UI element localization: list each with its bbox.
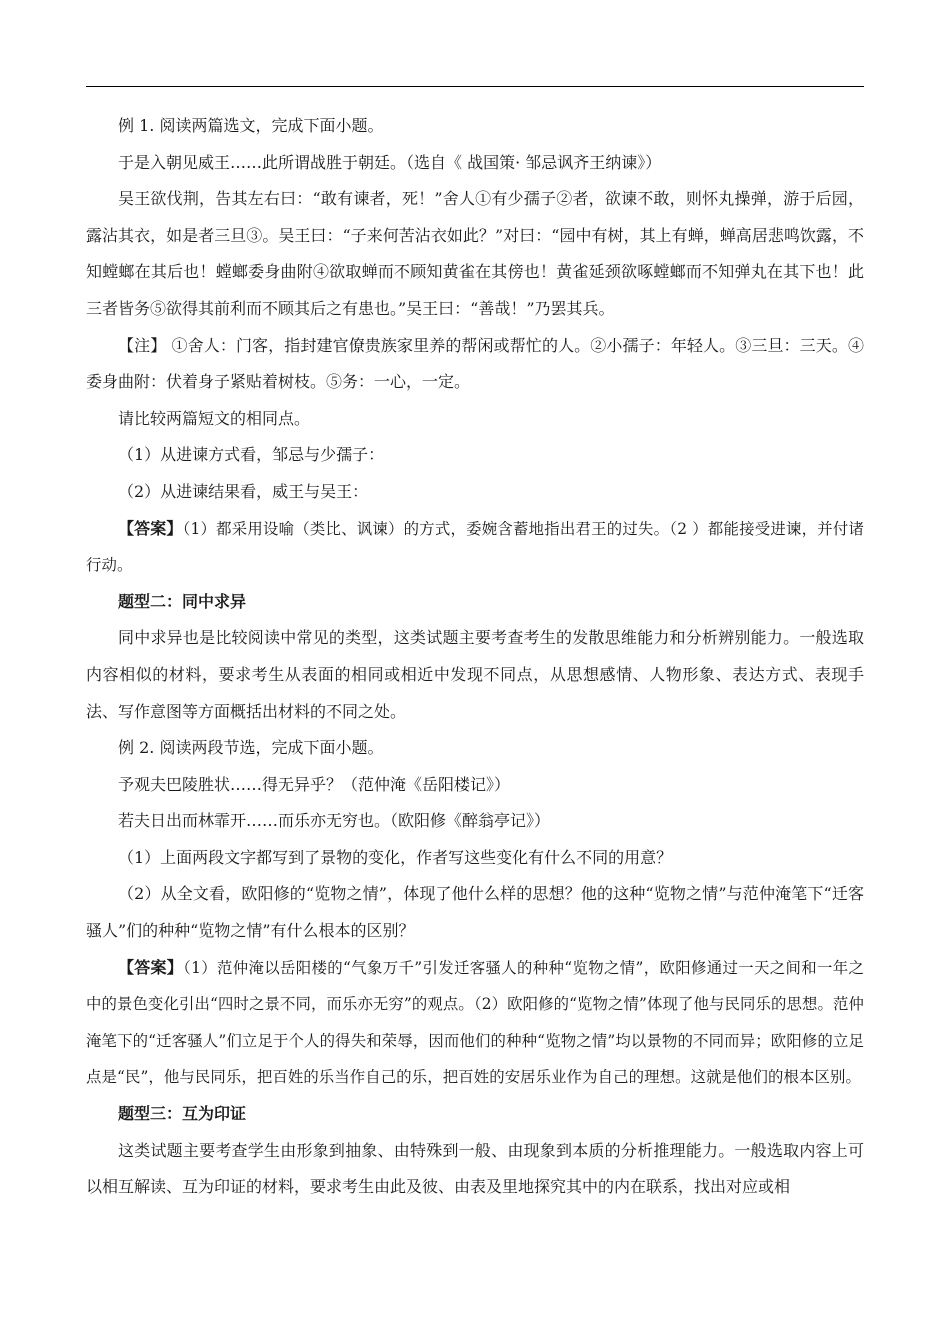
example-2-title: 例 2. 阅读两段节选，完成下面小题。 [118, 738, 384, 758]
example-1-question-1: （1）从进谏方式看，邹忌与少孺子： [118, 445, 385, 465]
example-2-question-1: （1）上面两段文字都写到了景物的变化，作者写这些变化有什么不同的用意？ [118, 847, 673, 867]
example-2-excerpt-a: 予观夫巴陵胜状……得无异乎？（范仲淹《岳阳楼记》） [118, 774, 511, 794]
example-1-excerpt-b: 吴王欲伐荆，告其左右曰：“敢有谏者，死！”舍人①有少孺子②者，欲谏不敢，则怀丸操弹，游于后园，露沾其衣，如是者三旦③。吴王曰：“子来何苦沾衣如此？”对曰：“园中有树，其上有蝉，蝉高居悲鸣饮露，不知螳螂在其后也！螳螂委身曲附④欲取蝉而不顾知黄雀在其傍也！黄雀延颈欲啄螳螂而不知弹丸在其下也！此三者皆务⑤欲得其前利而不顾其后之有患也。”吴王曰：“善哉！”乃罢其兵。 [86, 189, 864, 318]
example-1-title: 例 1. 阅读两篇选文，完成下面小题。 [118, 116, 384, 135]
example-2-question-2: （2）从全文看，欧阳修的“览物之情”，体现了他什么样的思想？他的这种“览物之情”与范仲淹笔下“迁客骚人”们的种种“览物之情”有什么根本的区别？ [86, 884, 864, 941]
type-2-intro: 同中求异也是比较阅读中常见的类型，这类试题主要考查考生的发散思维能力和分析辨别能力。一般选取内容相似的材料，要求考生从表面的相同或相近中发现不同点，从思想感情、人物形象、表达方式、表现手法、写作意图等方面概括出材料的不同之处。 [86, 628, 864, 721]
document-body [86, 108, 864, 1206]
example-1-prompt: 请比较两篇短文的相同点。 [118, 408, 311, 428]
answer-text: （1）都采用设喻（类比、讽谏）的方式，委婉含蓄地指出君王的过失。（2 ）都能接受进谏，并付诸行动。 [86, 519, 864, 575]
answer-tag: 【答案】 [118, 518, 183, 538]
header-rule [86, 86, 864, 87]
type-2-heading: 题型二：同中求异 [118, 591, 247, 611]
example-1-answer [86, 511, 864, 584]
note-tag: 【注】 [118, 335, 167, 355]
type-3-intro: 这类试题主要考查学生由形象到抽象、由特殊到一般、由现象到本质的分析推理能力。一般选取内容上可以相互解读、互为印证的材料，要求考生由此及彼、由表及里地探究其中的内在联系，找出对应或相 [86, 1140, 864, 1197]
example-1-excerpt-a: 于是入朝见威王……此所谓战胜于朝廷。（选自《 战国策· 邹忌讽齐王纳谏》） [118, 152, 662, 172]
example-1-question-2: （2）从进谏结果看，威王与吴王： [118, 481, 369, 501]
example-2-excerpt-b: 若夫日出而林霏开……而乐亦无穷也。（欧阳修《醉翁亭记》） [118, 811, 551, 831]
note-text: ①舍人：门客，指封建官僚贵族家里养的帮闲或帮忙的人。②小孺子：年轻人。③三旦：三天。④委身曲附：伏着身子紧贴着树枝。⑤务：一心，一定。 [86, 335, 864, 392]
example-2-answer [86, 950, 864, 1096]
answer-tag: 【答案】 [118, 957, 184, 977]
answer-text: （1）范仲淹以岳阳楼的“气象万千”引发迁客骚人的种种“览物之情”，欧阳修通过一天之间和一年之中的景色变化引出“四时之景不同，而乐亦无穷”的观点。（2）欧阳修的“览物之情”体现了他与民同乐的思想。范仲淹笔下的“迁客骚人”们立足于个人的得失和荣辱，因而他们的种种“览物之情”均以景物的不同而异；欧阳修的立足点是“民”，他与民同乐，把百姓的乐当作自己的乐，把百姓的安居乐业作为自己的理想。这就是他们的根本区别。 [86, 958, 864, 1087]
type-3-heading: 题型三：互为印证 [118, 1104, 247, 1124]
example-1-note [86, 328, 864, 401]
